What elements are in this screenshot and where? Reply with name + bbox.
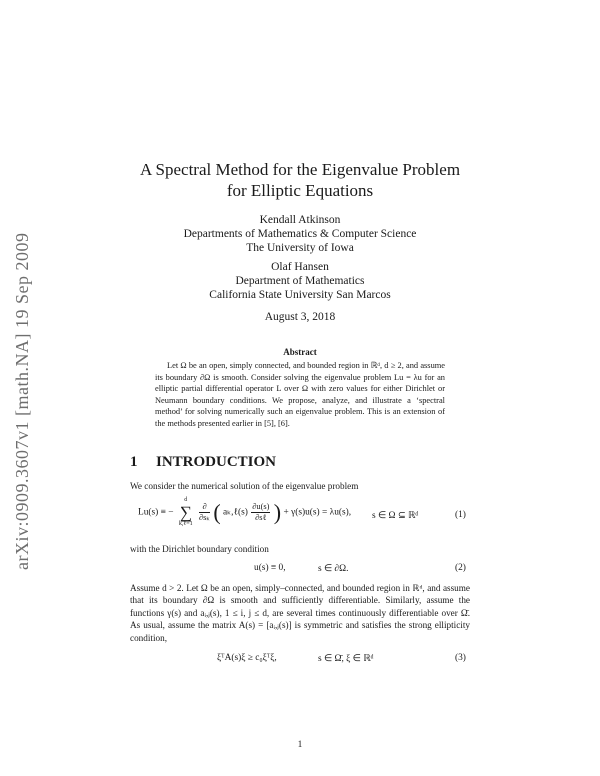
author-name-2: Olaf Hansen xyxy=(271,261,329,273)
paragraph-assumptions: Assume d > 2. Let Ω be an open, simply–connected, and bounded region in ℝᵈ, and assume that its boundary ∂Ω is smooth and sufficiently differentiable. Similarly, assume the functions γ(s) and aᵢ,ⱼ(s), 1 ≤ i, j ≤ d, are several times continuously differentiable over Ω̄. As usual, assume the matrix A(s) = [aᵢ,ⱼ(s)] is symmetric and satisfies the strong ellipticity condition, xyxy=(130,583,470,643)
eq1-outer-num: ∂ xyxy=(199,502,210,513)
left-paren: ( xyxy=(213,499,221,525)
arxiv-stamp: arXiv:0909.3607v1 [math.NA] 19 Sep 2009 xyxy=(12,232,32,570)
section-title: INTRODUCTION xyxy=(156,454,277,470)
author-univ-1: The University of Iowa xyxy=(246,242,354,254)
author-dept-1: Departments of Mathematics & Computer Science xyxy=(183,228,417,240)
eq1-number: (1) xyxy=(455,510,466,520)
eq2-number: (2) xyxy=(455,563,466,573)
paragraph-boundary: with the Dirichlet boundary condition xyxy=(130,544,269,554)
eq1-inner-derivative xyxy=(251,502,270,523)
eq1-sum xyxy=(179,497,193,528)
eq1-domain: s ∈ Ω ⊆ ℝᵈ xyxy=(372,511,419,521)
author-name-1: Kendall Atkinson xyxy=(259,214,341,226)
eq3-number: (3) xyxy=(455,653,466,663)
section-number: 1 xyxy=(130,454,138,470)
equation-1 xyxy=(138,497,351,528)
sigma-symbol: ∑ xyxy=(179,503,192,522)
eq1-outer-derivative xyxy=(199,502,210,523)
eq1-sum-bottom: k,ℓ=1 xyxy=(178,521,193,527)
eq2-domain: s ∈ ∂Ω. xyxy=(318,564,349,574)
eq1-inner-den: ∂sℓ xyxy=(255,513,267,522)
eq1-rhs: + γ(s)u(s) = λu(s), xyxy=(283,507,352,518)
abstract-text: Let Ω be an open, simply connected, and bounded region in ℝᵈ, d ≥ 2, and assume its boundary ∂Ω is smooth. Consider solving the eigenvalue problem Lu = λu for an elliptic partial differential operator L over Ω with zero values for either Dirichlet or Neumann boundary conditions. We propose, analyze, and illustrate a ‘spectral method’ for solving numerically such an eigenvalue problem. This is an extension of the methods presented earlier in [5], [6]. xyxy=(155,361,445,428)
abstract-heading: Abstract xyxy=(283,347,317,357)
page-number: 1 xyxy=(297,740,303,750)
eq3-domain: s ∈ Ω̄, ξ ∈ ℝᵈ xyxy=(318,654,374,664)
eq3-body: ξᵀA(s)ξ ≥ c₀ξᵀξ, xyxy=(217,653,277,663)
eq2-body: u(s) ≡ 0, xyxy=(254,563,286,573)
paragraph-intro: We consider the numerical solution of the eigenvalue problem xyxy=(130,481,359,491)
author-dept-2: Department of Mathematics xyxy=(235,275,365,287)
author-univ-2: California State University San Marcos xyxy=(209,289,391,301)
eq1-inner-num: ∂u(s) xyxy=(252,502,270,511)
eq1-outer-den: ∂sₖ xyxy=(199,513,210,522)
section-heading xyxy=(130,454,276,471)
eq1-sum-top: d xyxy=(184,497,188,503)
paper-title-line-2: for Elliptic Equations xyxy=(226,181,374,200)
paper-date: August 3, 2018 xyxy=(264,311,336,323)
right-paren: ) xyxy=(273,499,282,525)
eq1-coefficient: aₖ,ℓ(s) xyxy=(223,507,248,518)
eq1-lhs: Lu(s) ≡ − xyxy=(138,507,174,518)
paper-title-line-1: A Spectral Method for the Eigenvalue Problem xyxy=(139,160,461,179)
